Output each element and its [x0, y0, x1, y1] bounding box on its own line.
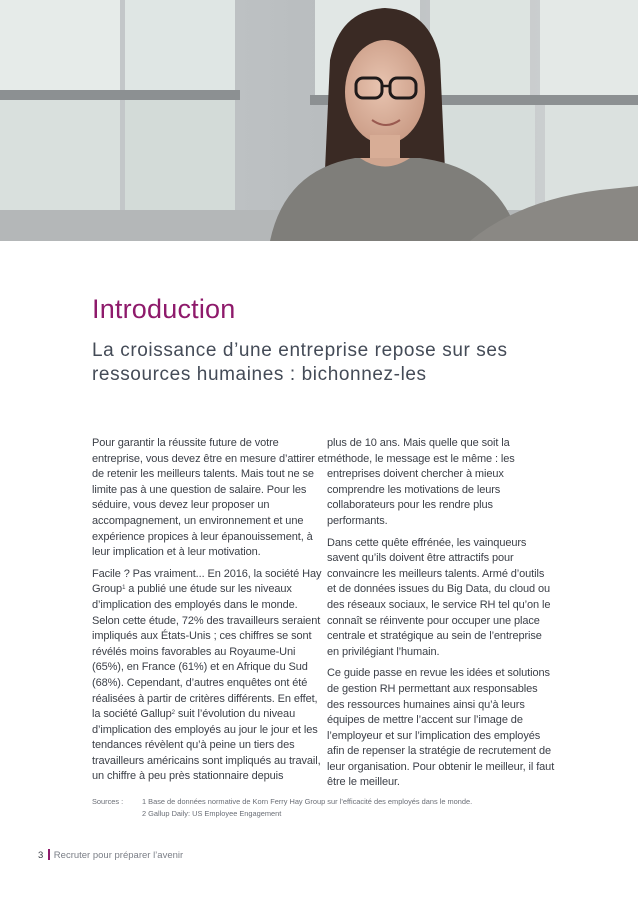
paragraph [92, 567, 328, 785]
body-column-left [92, 436, 328, 791]
sources-label: Sources : [92, 797, 124, 806]
body-column-right [327, 436, 555, 797]
paragraph: Pour garantir la réussite future de votre entreprise, vous devez être en mesure d’attirer et de retenir les meilleurs talents. Mais tout ne se limite pas à une question de salaire. Pour les séduire, vous devez leur proposer un accompagnement, un environnement et une expérience propices à leur épanouissement, à leur implication et à leur motivation. [92, 437, 327, 559]
source-note: 1 Base de données normative de Korn Ferry Hay Group sur l’efficacité des employés dans le monde. [142, 797, 473, 806]
page-number: 3 [38, 850, 44, 861]
sources-notes [142, 796, 562, 820]
header-photo [0, 0, 638, 241]
page-footer [38, 849, 183, 861]
paragraph: Dans cette quête effrénée, les vainqueurs savent qu’ils doivent être attractifs pour convaincre les meilleurs talents. Armé d’outils et de données issues du Big Data, du cloud ou des réseaux sociaux, le service RH tel qu’on le connaît se réinvente pour occuper une place centrale et stratégique au sein de l’entreprise en privilégiant l’humain. [327, 536, 551, 658]
paragraph: plus de 10 ans. Mais quelle que soit la méthode, le message est le même : les entreprises doivent chercher à mieux comprendre les motivations de leurs collaborateurs pour les rendre plus performants. [327, 437, 515, 527]
paragraph-text: a publié une étude sur les niveaux d’implication des employés dans le monde. Selon cette étude, 72% des travailleurs seraient impliqués aux États-Unis ; ces chiffres se sont révélés moins favorables au Royaume-Uni (65%), en France (61%) et en Afrique du Sud (68%). Cependant, d’autres enquêtes ont été réalisées à partir de critères différents. En effet, la société Gallup [92, 583, 321, 721]
portrait-photo [0, 0, 638, 241]
paragraph-text: suit l’évolution du niveau d’implication des employés au jour le jour et les tendances révèlent qu’à peine un tiers des travailleurs américains sont impliqués au travail, un chiffre à peu près stationnaire depuis [92, 708, 321, 783]
footnote-marker: 2 [171, 710, 175, 717]
section-subtitle: La croissance d’une entreprise repose sur ses ressources humaines : bichonnez-les [92, 340, 508, 385]
paragraph: Ce guide passe en revue les idées et solutions de gestion RH permettant aux responsables des ressources humaines ainsi qu’à leurs équipes de mettre l’accent sur l’image de l’employeur et sur l’implication des employés afin de repenser la stratégie de recrutement de leur organisation. Pour obtenir le meilleur, il faut être le meilleur. [327, 667, 555, 789]
document-title: Recruter pour préparer l’avenir [53, 850, 184, 861]
footnote-marker: 1 [122, 585, 126, 592]
footer-divider [48, 849, 50, 860]
section-title: Introduction [92, 294, 236, 324]
paragraph-text: Facile ? Pas vraiment... En 2016, la société Hay Group [92, 567, 322, 596]
source-note: 2 Gallup Daily: US Employee Engagement [142, 809, 282, 818]
